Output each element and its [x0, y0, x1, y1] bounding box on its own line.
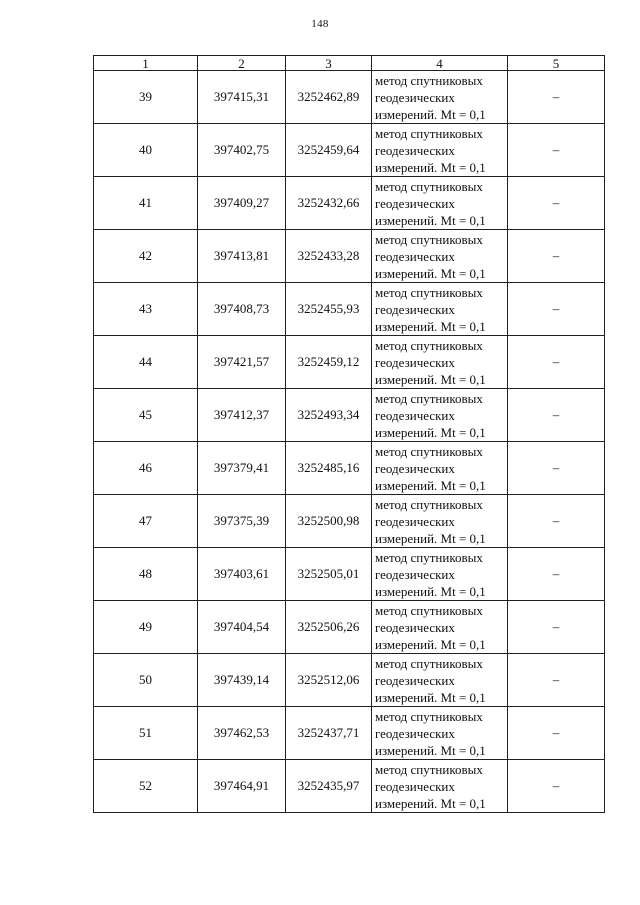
method-line: измерений. Mt = 0,1 — [375, 530, 486, 546]
table-row — [94, 124, 605, 177]
point-number-cell: 48 — [94, 548, 198, 601]
method-line: метод спутниковых — [375, 390, 483, 406]
table-row — [94, 760, 605, 813]
table-row — [94, 71, 605, 124]
method-line: измерений. Mt = 0,1 — [375, 371, 486, 387]
y-coordinate-cell: 3252437,71 — [286, 707, 372, 760]
x-coordinate-cell: 397404,54 — [198, 601, 286, 654]
table-row — [94, 707, 605, 760]
table-row — [94, 177, 605, 230]
point-number-cell: 39 — [94, 71, 198, 124]
method-line: метод спутниковых — [375, 284, 483, 300]
method-cell — [372, 548, 508, 601]
y-coordinate-cell: 3252493,34 — [286, 389, 372, 442]
table-row — [94, 601, 605, 654]
x-coordinate-cell: 397412,37 — [198, 389, 286, 442]
method-line: геодезических — [375, 725, 455, 741]
y-coordinate-cell: 3252506,26 — [286, 601, 372, 654]
method-line: геодезических — [375, 407, 455, 423]
method-line: геодезических — [375, 619, 455, 635]
method-line: геодезических — [375, 301, 455, 317]
note-cell: – — [508, 548, 605, 601]
point-number-cell: 52 — [94, 760, 198, 813]
page-number: 148 — [311, 18, 329, 30]
method-line: геодезических — [375, 89, 455, 105]
note-cell: – — [508, 71, 605, 124]
y-coordinate-cell: 3252505,01 — [286, 548, 372, 601]
method-line: метод спутниковых — [375, 178, 483, 194]
y-coordinate-cell: 3252500,98 — [286, 495, 372, 548]
method-line: измерений. Mt = 0,1 — [375, 583, 486, 599]
method-cell — [372, 442, 508, 495]
table-row — [94, 495, 605, 548]
table-body — [94, 71, 605, 813]
method-line: измерений. Mt = 0,1 — [375, 212, 486, 228]
x-coordinate-cell: 397409,27 — [198, 177, 286, 230]
point-number-cell: 40 — [94, 124, 198, 177]
method-line: геодезических — [375, 778, 455, 794]
method-line: метод спутниковых — [375, 655, 483, 671]
method-line: метод спутниковых — [375, 549, 483, 565]
note-cell: – — [508, 442, 605, 495]
note-cell: – — [508, 760, 605, 813]
note-cell: – — [508, 495, 605, 548]
method-line: метод спутниковых — [375, 708, 483, 724]
method-cell — [372, 124, 508, 177]
method-cell — [372, 760, 508, 813]
column-header-4: 4 — [372, 56, 508, 71]
x-coordinate-cell: 397462,53 — [198, 707, 286, 760]
method-line: измерений. Mt = 0,1 — [375, 106, 486, 122]
point-number-cell: 42 — [94, 230, 198, 283]
x-coordinate-cell: 397439,14 — [198, 654, 286, 707]
method-line: геодезических — [375, 195, 455, 211]
point-number-cell: 43 — [94, 283, 198, 336]
table-row — [94, 389, 605, 442]
method-line: измерений. Mt = 0,1 — [375, 689, 486, 705]
method-line: измерений. Mt = 0,1 — [375, 159, 486, 175]
method-line: метод спутниковых — [375, 443, 483, 459]
method-line: метод спутниковых — [375, 72, 483, 88]
method-line: метод спутниковых — [375, 231, 483, 247]
y-coordinate-cell: 3252455,93 — [286, 283, 372, 336]
method-line: метод спутниковых — [375, 496, 483, 512]
method-line: метод спутниковых — [375, 337, 483, 353]
x-coordinate-cell: 397408,73 — [198, 283, 286, 336]
note-cell: – — [508, 124, 605, 177]
column-header-1: 1 — [94, 56, 198, 71]
point-number-cell: 47 — [94, 495, 198, 548]
method-cell — [372, 71, 508, 124]
point-number-cell: 46 — [94, 442, 198, 495]
coordinates-table — [93, 55, 605, 813]
x-coordinate-cell: 397375,39 — [198, 495, 286, 548]
method-cell — [372, 495, 508, 548]
method-line: измерений. Mt = 0,1 — [375, 477, 486, 493]
method-cell — [372, 336, 508, 389]
x-coordinate-cell: 397379,41 — [198, 442, 286, 495]
table-row — [94, 336, 605, 389]
method-line: измерений. Mt = 0,1 — [375, 742, 486, 758]
y-coordinate-cell: 3252435,97 — [286, 760, 372, 813]
method-line: геодезических — [375, 566, 455, 582]
y-coordinate-cell: 3252433,28 — [286, 230, 372, 283]
table-row — [94, 283, 605, 336]
method-line: геодезических — [375, 142, 455, 158]
point-number-cell: 50 — [94, 654, 198, 707]
method-line: измерений. Mt = 0,1 — [375, 795, 486, 811]
method-cell — [372, 654, 508, 707]
method-line: измерений. Mt = 0,1 — [375, 265, 486, 281]
point-number-cell: 41 — [94, 177, 198, 230]
y-coordinate-cell: 3252485,16 — [286, 442, 372, 495]
y-coordinate-cell: 3252432,66 — [286, 177, 372, 230]
x-coordinate-cell: 397402,75 — [198, 124, 286, 177]
note-cell: – — [508, 389, 605, 442]
note-cell: – — [508, 707, 605, 760]
x-coordinate-cell: 397464,91 — [198, 760, 286, 813]
method-line: геодезических — [375, 672, 455, 688]
table-row — [94, 442, 605, 495]
method-cell — [372, 389, 508, 442]
note-cell: – — [508, 177, 605, 230]
point-number-cell: 51 — [94, 707, 198, 760]
note-cell: – — [508, 230, 605, 283]
y-coordinate-cell: 3252459,64 — [286, 124, 372, 177]
method-line: метод спутниковых — [375, 125, 483, 141]
method-cell — [372, 601, 508, 654]
method-line: метод спутниковых — [375, 761, 483, 777]
note-cell: – — [508, 601, 605, 654]
column-header-3: 3 — [286, 56, 372, 71]
point-number-cell: 44 — [94, 336, 198, 389]
note-cell: – — [508, 283, 605, 336]
table-row — [94, 548, 605, 601]
table-header-row — [94, 56, 605, 71]
note-cell: – — [508, 654, 605, 707]
method-line: измерений. Mt = 0,1 — [375, 424, 486, 440]
x-coordinate-cell: 397421,57 — [198, 336, 286, 389]
method-line: измерений. Mt = 0,1 — [375, 636, 486, 652]
point-number-cell: 49 — [94, 601, 198, 654]
method-line: метод спутниковых — [375, 602, 483, 618]
x-coordinate-cell: 397415,31 — [198, 71, 286, 124]
table-row — [94, 654, 605, 707]
column-header-2: 2 — [198, 56, 286, 71]
table-row — [94, 230, 605, 283]
y-coordinate-cell: 3252459,12 — [286, 336, 372, 389]
method-line: геодезических — [375, 460, 455, 476]
method-line: геодезических — [375, 354, 455, 370]
note-cell: – — [508, 336, 605, 389]
method-cell — [372, 707, 508, 760]
y-coordinate-cell: 3252512,06 — [286, 654, 372, 707]
x-coordinate-cell: 397413,81 — [198, 230, 286, 283]
x-coordinate-cell: 397403,61 — [198, 548, 286, 601]
method-line: геодезических — [375, 513, 455, 529]
method-line: геодезических — [375, 248, 455, 264]
method-cell — [372, 283, 508, 336]
method-cell — [372, 230, 508, 283]
method-line: измерений. Mt = 0,1 — [375, 318, 486, 334]
y-coordinate-cell: 3252462,89 — [286, 71, 372, 124]
point-number-cell: 45 — [94, 389, 198, 442]
method-cell — [372, 177, 508, 230]
column-header-5: 5 — [508, 56, 605, 71]
